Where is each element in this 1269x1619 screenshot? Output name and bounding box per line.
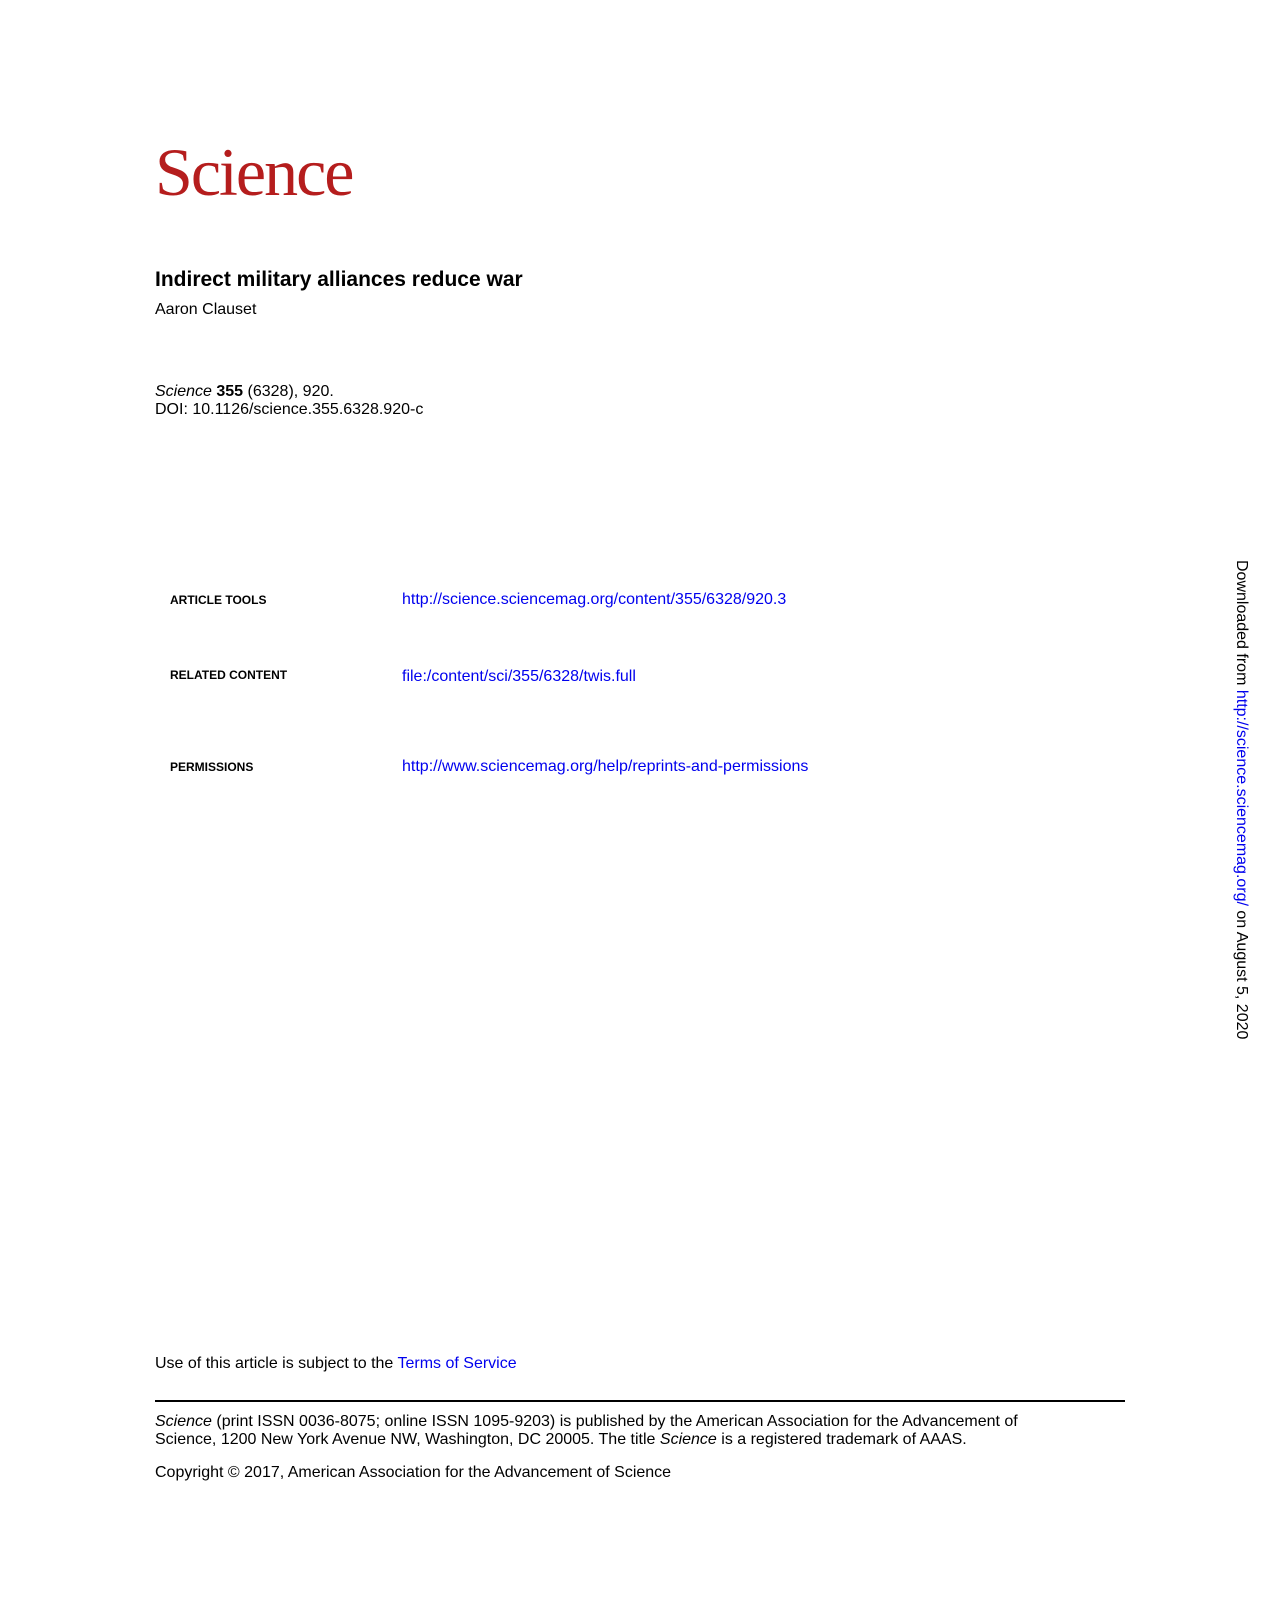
sidebar-prefix: Downloaded from [1233, 560, 1250, 690]
publisher-line-1 [155, 1413, 1018, 1431]
sidebar-link[interactable]: http://science.sciencemag.org/ [1233, 689, 1250, 906]
terms-prefix: Use of this article is subject to the [155, 1355, 398, 1372]
publisher-line-2-post: is a registered trademark of AAAS. [716, 1431, 967, 1448]
permissions-label: PERMISSIONS [170, 760, 254, 774]
science-logo: Science [155, 134, 353, 210]
journal-name: Science [155, 383, 212, 400]
publisher-journal: Science [155, 1413, 212, 1430]
related-content-link[interactable]: file:/content/sci/355/6328/twis.full [402, 668, 636, 685]
publisher-line-2-pre: Science, 1200 New York Avenue NW, Washington, DC 20005. The title [155, 1431, 660, 1448]
article-author: Aaron Clauset [155, 301, 257, 318]
related-content-label: RELATED CONTENT [170, 668, 288, 682]
permissions-link[interactable]: http://www.sciencemag.org/help/reprints-and-permissions [402, 758, 809, 775]
copyright: Copyright © 2017, American Association for the Advancement of Science [155, 1464, 672, 1481]
article-tools-link[interactable]: http://science.sciencemag.org/content/355/6328/920.3 [402, 591, 787, 608]
sidebar-suffix: on August 5, 2020 [1233, 905, 1250, 1040]
doi: DOI: 10.1126/science.355.6328.920-c [155, 401, 424, 418]
publisher-line-2-italic: Science [659, 1431, 717, 1448]
issue-pages: (6328), 920. [243, 383, 334, 400]
download-sidebar [1232, 560, 1250, 1039]
citation [155, 383, 423, 419]
terms-notice [155, 1355, 517, 1373]
volume: 355 [216, 383, 244, 400]
publisher-notice [155, 1413, 1018, 1449]
citation-line [155, 383, 423, 401]
publisher-line-1-rest: (print ISSN 0036-8075; online ISSN 1095-9203) is published by the American Association for the Advancement of [211, 1413, 1018, 1430]
article-tools-label: ARTICLE TOOLS [170, 593, 267, 607]
footer-divider [155, 1400, 1125, 1402]
publisher-line-2 [155, 1431, 1018, 1449]
article-title: Indirect military alliances reduce war [155, 268, 523, 291]
terms-of-service-link[interactable]: Terms of Service [397, 1355, 517, 1372]
